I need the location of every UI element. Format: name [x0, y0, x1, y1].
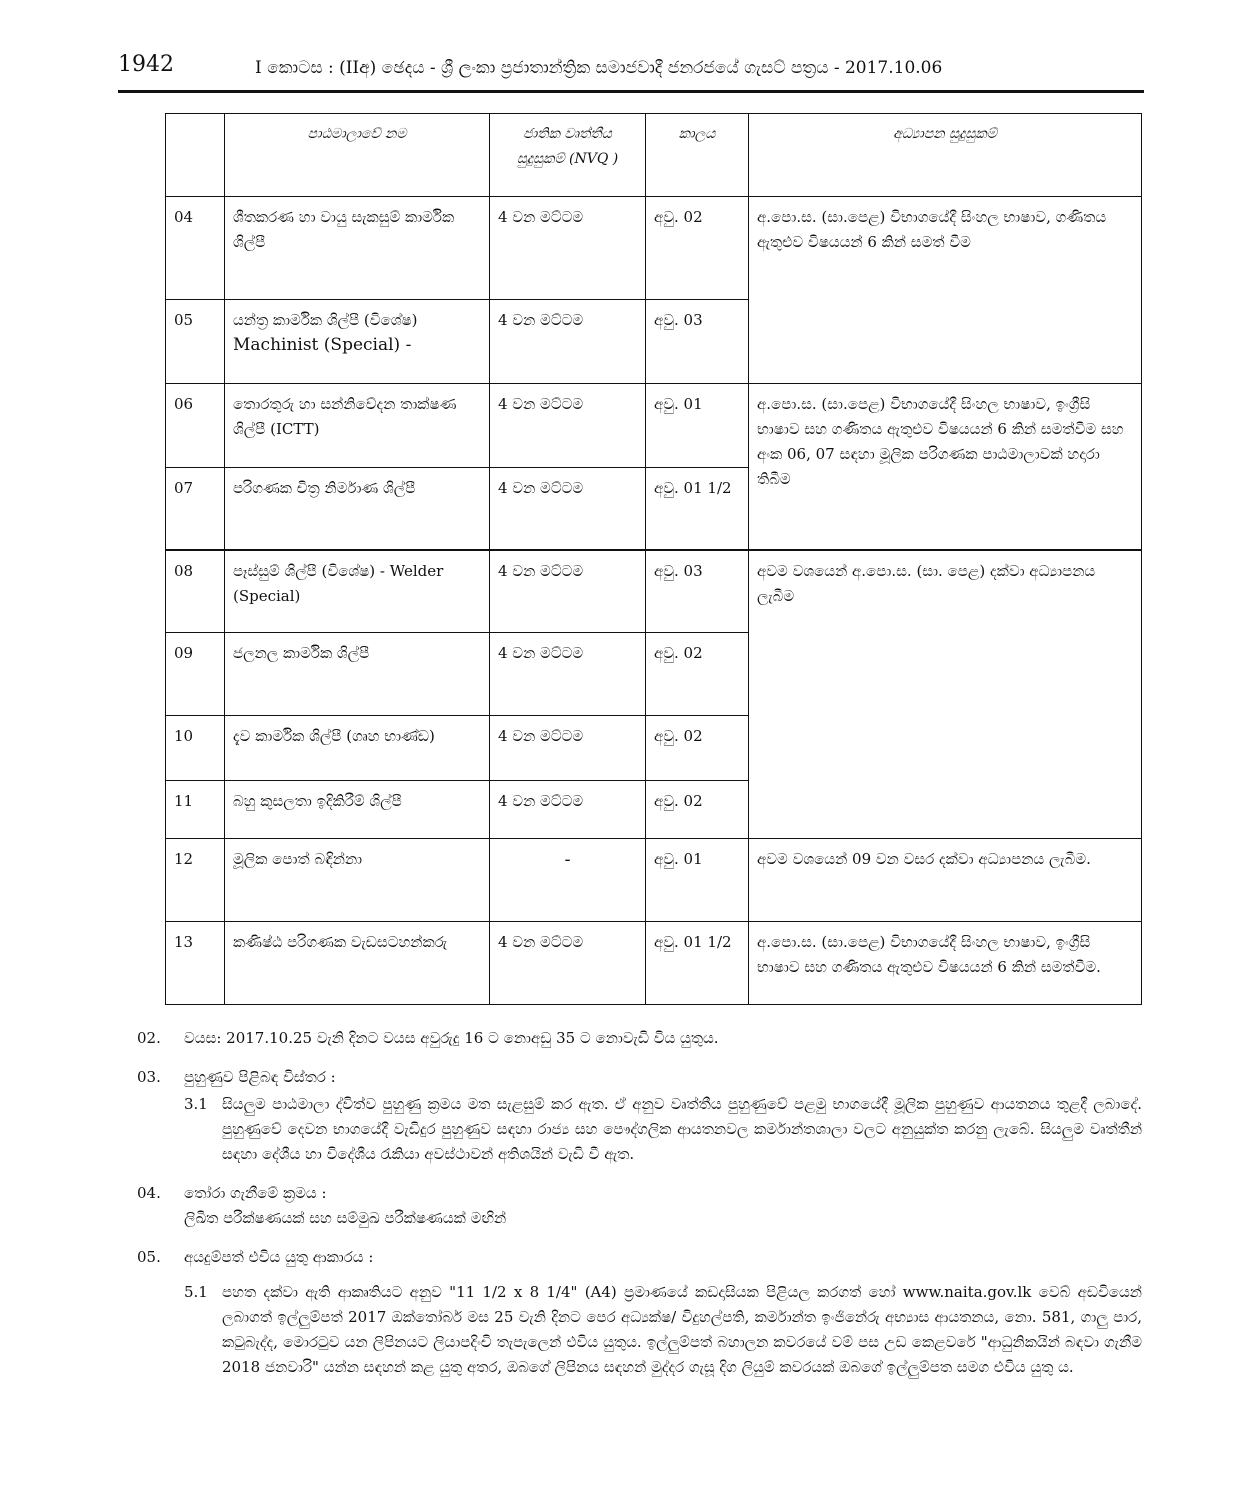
duration: අවු. 01 1/2: [646, 922, 749, 1005]
education-qualification: අ.පො.ස. (සා.පෙළ) විභාගයේදී සිංහල භාෂාව, ඉංග්‍රීසි භාෂාව සහ ගණිතය ඇතුළුව විෂයයන් 6 කින් සමත්වීම සහ අංක 06, 07 සඳහා මූලික පරිගණක පාඨමාලාවක් හදාරා තිබීම: [749, 384, 1142, 550]
duration: අවු. 01 1/2: [646, 468, 749, 550]
nvq-level: 4 වන මට්ටම: [490, 922, 646, 1005]
nvq-level: 4 වන මට්ටම: [490, 633, 646, 716]
section-title: තෝරා ගැනීමේ ක්‍රමය :: [184, 1184, 327, 1202]
table-row: [166, 384, 1142, 468]
duration: අවු. 01: [646, 839, 749, 922]
courses-table: [165, 113, 1142, 1005]
row-no: 08: [166, 550, 225, 633]
nvq-level: 4 වන මට්ටම: [490, 197, 646, 300]
subsection-text: පහත දක්වා ඇති ආකෘතියට අනුව "11 1/2 x 8 1/4" (A4) ප්‍රමාණයේ කඩදාසියක පිළියල කරගත් හෝ www.naita.gov.lk වෙබ් අඩවියෙන් ලබාගත් ඉල්ලුම්පත් 2017 ඔක්තෝබර් මස 25 වැනි දිනට පෙර අධ්‍යක්ෂ/ විදුහල්පති, කර්මාන්ත ඉංජිනේරු අභ්‍යාස ආයතනය, නො. 581, ගාලු පාර, කටුබැද්ද, මොරටුව යන ලිපිනයට ලියාපදිංචි තැපැලෙන් එවිය යුතුය. ඉල්ලුම්පත් බහාලන කවරයේ වම් පස උඩ කෙළවරේ "ආධුනිකයින් බඳවා ගැනීම 2018 ජනවාරි" යන්න සඳහන් කළ යුතු අතර, ඔබගේ ලිපිනය සඳහන් මුද්දර ගැසූ දිග ලියුම් කවරයක් ඔබගේ ඉල්ලුම්පත සමග එවිය යුතු ය.: [222, 1283, 1142, 1376]
section-03: [137, 1065, 1142, 1167]
page-number: 1942: [118, 52, 174, 77]
course-name: බහු කුසලතා ඉදිකිරීම් ශිල්පී: [225, 781, 490, 839]
row-no: 10: [166, 716, 225, 781]
course-name-en: Machinist (Special) -: [233, 335, 412, 355]
gazette-header-title: I කොටස : (IIඅ) ඡෙදය - ශ්‍රී ලංකා ප්‍රජාතාන්ත්‍රික සමාජවාදී ජනරජයේ ගැසට් පත්‍රය - 2017.10.06: [255, 58, 943, 78]
table-row: [166, 197, 1142, 300]
nvq-level: 4 වන මට්ටම: [490, 781, 646, 839]
row-no: 05: [166, 300, 225, 384]
course-name: මූලික පොත් බඳින්නා: [225, 839, 490, 922]
row-no: 07: [166, 468, 225, 550]
section-number: 03.: [137, 1068, 161, 1086]
col-header-nvq: ජාතික වෘත්තීය සුදුසුකම් (NVQ ): [490, 114, 646, 197]
nvq-level: 4 වන මට්ටම: [490, 300, 646, 384]
col-header-duration: කාලය: [646, 114, 749, 197]
table-header-row: [166, 114, 1142, 197]
row-no: 04: [166, 197, 225, 300]
course-name: ජලනල කාර්මික ශිල්පී: [225, 633, 490, 716]
section-number: 02.: [137, 1029, 161, 1047]
course-name: [225, 300, 490, 384]
education-qualification: අ.පො.ස. (සා.පෙළ) විභාගයේදී සිංහල භාෂාව, ඉංග්‍රීසි භාෂාව සහ ගණිතය ඇතුළුව විෂයයන් 6 කින් සමත්වීම.: [749, 922, 1142, 1005]
header-divider: [118, 90, 1144, 93]
subsection-number: 3.1: [184, 1095, 208, 1113]
table-row: [166, 839, 1142, 922]
nvq-level: 4 වන මට්ටම: [490, 550, 646, 633]
duration: අවු. 02: [646, 781, 749, 839]
table-row: [166, 550, 1142, 633]
course-name: පෑස්සුම් ශිල්පී (විශේෂ) - Welder (Special): [225, 550, 490, 633]
duration: අවු. 02: [646, 633, 749, 716]
nvq-level: 4 වන මට්ටම: [490, 468, 646, 550]
col-header-no: [166, 114, 225, 197]
education-qualification: අවම වශයෙන් අ.පො.ස. (සා. පෙළ) දක්වා අධ්‍යාපනය ලැබීම: [749, 550, 1142, 839]
col-header-education: අධ්‍යාපන සුදුසුකම්: [749, 114, 1142, 197]
nvq-level: 4 වන මට්ටම: [490, 384, 646, 468]
course-name: කණිෂ්ඨ පරිගණක වැඩසටහන්කරු: [225, 922, 490, 1005]
section-title: පුහුණුව පිළිබඳ විස්තර :: [184, 1068, 336, 1086]
subsection-number: 5.1: [184, 1283, 208, 1301]
course-name: පරිගණක චිත්‍ර නිර්මාණ ශිල්පී: [225, 468, 490, 550]
col-header-course-name: පාඨමාලාවේ නම: [225, 114, 490, 197]
duration: අවු. 03: [646, 550, 749, 633]
course-name: තොරතුරු හා සන්නිවේදන තාක්ෂණ ශිල්පී (ICTT): [225, 384, 490, 468]
section-text: වයස: 2017.10.25 වැනි දිනට වයස අවුරුදු 16 ට නොඅඩු 35 ට නොවැඩි විය යුතුය.: [184, 1029, 719, 1047]
duration: අවු. 03: [646, 300, 749, 384]
nvq-level: -: [490, 839, 646, 922]
education-qualification: අවම වශයෙන් 09 වන වසර දක්වා අධ්‍යාපනය ලැබීම.: [749, 839, 1142, 922]
duration: අවු. 02: [646, 197, 749, 300]
nvq-level: 4 වන මට්ටම: [490, 716, 646, 781]
section-05: [137, 1245, 1142, 1380]
duration: අවු. 02: [646, 716, 749, 781]
row-no: 11: [166, 781, 225, 839]
notes-section: [137, 1026, 1142, 1394]
row-no: 06: [166, 384, 225, 468]
course-name: දැව කාර්මික ශිල්පී (ගෘහ භාණ්ඩ): [225, 716, 490, 781]
subsection-text: සියලුම පාඨමාලා ද්විත්ව පුහුණු ක්‍රමය මත සැළසුම් කර ඇත. ඒ අනුව වෘත්තීය පුහුණුවේ පළමු භාගයේදී මූලික පුහුණුව ආයතනය තුළදී ලබාදේ. පුහුණුවේ දෙවන භාගයේදී වැඩිදුර පුහුණුව සඳහා රාජ්‍ය සහ පෞද්ගලික ආයතනවල කර්මාන්තශාලා වලට අනුයුක්ත කරනු ලැබේ. සියලුම වෘත්තීන් සඳහා දේශීය හා විදේශීය රැකියා අවස්ථාවන් අතිශයින් වැඩි වී ඇත.: [222, 1095, 1142, 1163]
row-no: 13: [166, 922, 225, 1005]
section-number: 05.: [137, 1248, 161, 1266]
section-text: ලිඛිත පරීක්ෂණයක් සහ සම්මුඛ පරීක්ෂණයක් මඟින්: [184, 1209, 507, 1227]
course-name: ශීතකරණ හා වායු සැකසුම් කාර්මික ශිල්පී: [225, 197, 490, 300]
table-row: [166, 922, 1142, 1005]
education-qualification: අ.පො.ස. (සා.පෙළ) විභාගයේදී සිංහල භාෂාව, ගණිතය ඇතුළුව විෂයයන් 6 කින් සමත් වීම: [749, 197, 1142, 384]
section-02: [137, 1026, 1142, 1051]
duration: අවු. 01: [646, 384, 749, 468]
section-title: අයදුම්පත් එවිය යුතු ආකාරය :: [184, 1248, 374, 1266]
row-no: 12: [166, 839, 225, 922]
section-number: 04.: [137, 1184, 161, 1202]
row-no: 09: [166, 633, 225, 716]
section-04: [137, 1181, 1142, 1231]
course-name-si: යන්ත්‍ර කාර්මික ශිල්පී (විශේෂ): [233, 311, 418, 329]
